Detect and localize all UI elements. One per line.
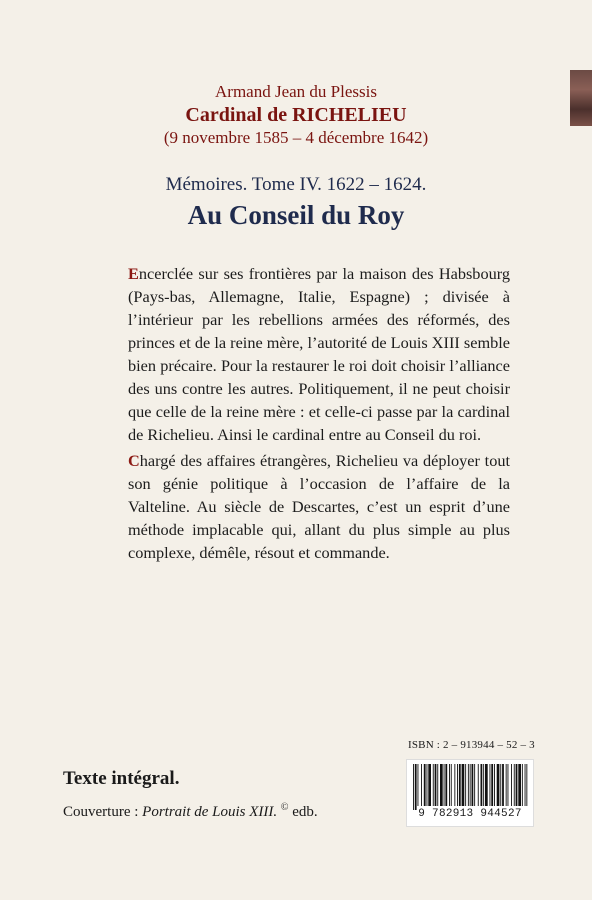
isbn-label: ISBN : 2 – 913944 – 52 – 3: [408, 739, 535, 751]
synopsis-paragraph: [128, 262, 510, 446]
cover-credit-label: Couverture :: [63, 804, 143, 820]
copyright-symbol: ©: [280, 802, 289, 813]
book-subtitle: Mémoires. Tome IV. 1622 – 1624.: [165, 174, 427, 195]
synopsis-paragraph: [128, 449, 510, 564]
author-title: Cardinal de RICHELIEU: [185, 104, 407, 126]
synopsis: [128, 262, 510, 567]
author-name: Armand Jean du Plessis: [215, 82, 377, 101]
cover-credit-publisher: edb.: [288, 804, 318, 820]
paragraph-text: hargé des affaires étrangères, Richelieu va déployer tout son génie politique à l’occasion de l’affaire de la Valteline. Au siècle de Descartes, c’est un esprit d’une méthode implacable qui, allant du plus simple au plus complexe, démêle, résout et commande.: [128, 451, 510, 562]
book-title: Au Conseil du Roy: [187, 200, 405, 230]
paragraph-initial: E: [128, 264, 139, 283]
paragraph-initial: C: [128, 451, 140, 470]
barcode-bars: [411, 764, 529, 810]
book-title-block: [0, 172, 592, 232]
barcode-number: 9 782913 944527: [418, 808, 522, 820]
cover-credit: [63, 802, 318, 821]
barcode: [406, 759, 534, 827]
cover-credit-title: Portrait de Louis XIII.: [142, 804, 278, 820]
author-block: [0, 81, 592, 149]
paragraph-text: ncerclée sur ses frontières par la maison des Habsbourg (Pays-bas, Allemagne, Italie, Espagne) ; divisée à l’intérieur par les rebellions armées des réformés, des princes et de la reine mère, l’autorité de Louis XIII semble bien précaire. Pour la restaurer le roi doit choisir l’alliance des uns contre les autres. Politiquement, il ne peut choisir que celle de la reine mère : et celle-ci passe par la cardinal de Richelieu. Ainsi le cardinal entre au Conseil du roi.: [128, 264, 510, 444]
author-dates: (9 novembre 1585 – 4 décembre 1642): [163, 128, 429, 147]
texte-integral-label: Texte intégral.: [63, 768, 180, 789]
